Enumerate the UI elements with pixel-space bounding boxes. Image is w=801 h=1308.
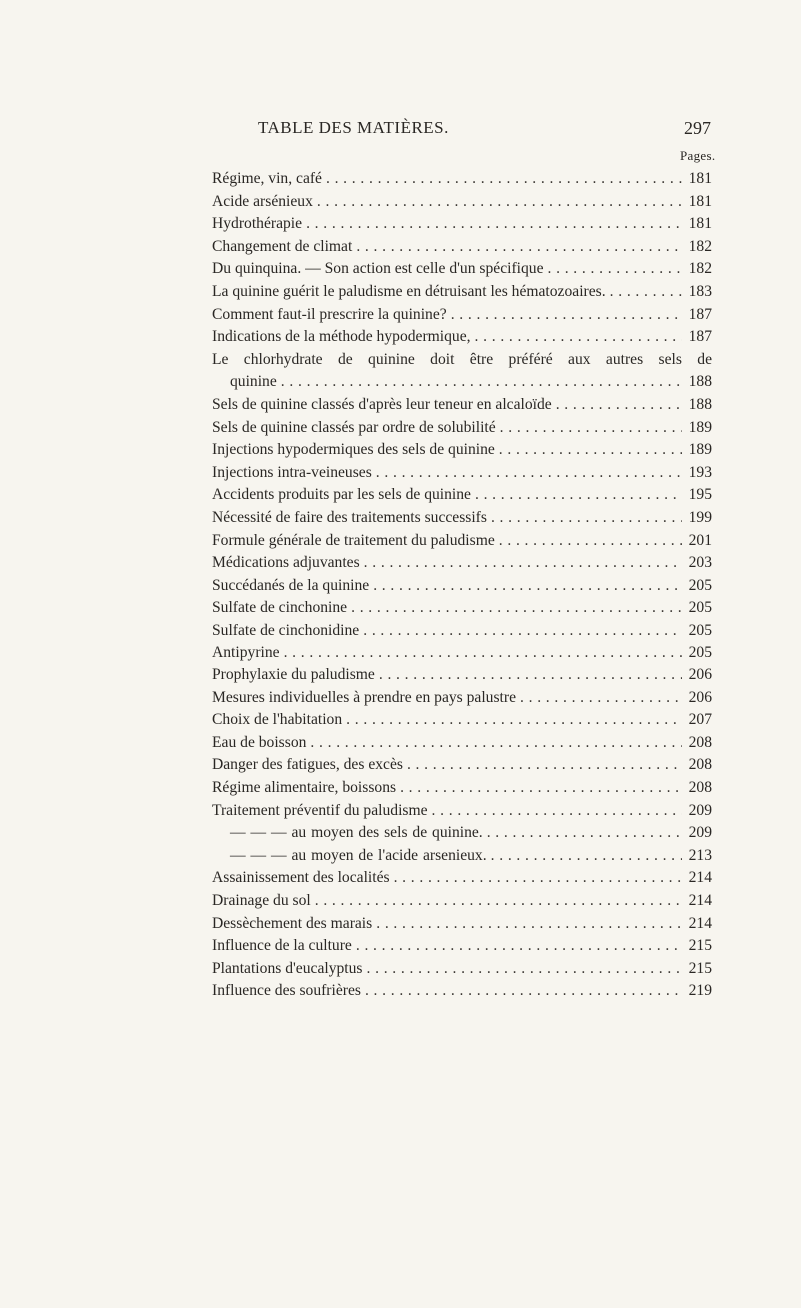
toc-entry [212,507,712,530]
toc-entry-label: Régime alimentaire, boissons [212,778,397,796]
toc-entry-page: 193 [688,463,712,481]
toc-entry-label: Formule générale de traitement du paludisme [212,531,495,549]
toc-entry [212,326,712,349]
toc-entry-page: 183 [688,282,712,300]
dot-leader [556,394,682,417]
dot-leader [520,687,682,710]
dot-leader [475,484,682,507]
dot-leader [284,642,682,665]
toc-entry [212,236,712,259]
toc-entry-label: Régime, vin, café [212,170,322,187]
toc-entry-page: 189 [688,441,712,459]
dot-leader [394,867,682,890]
dot-leader [487,822,682,845]
dot-leader [351,597,682,620]
toc-entry-label: Eau de boisson [212,733,307,751]
dot-leader [610,281,682,304]
toc-entry [212,417,712,440]
toc-entry-page: 206 [688,688,712,706]
dot-leader [317,191,682,214]
toc-entry [212,168,712,191]
toc-entry-label: Antipyrine [212,644,280,662]
dot-leader [491,507,682,530]
toc-entry-page: 219 [688,982,712,1000]
toc-entry-label: Mesures individuelles à prendre en pays palustre [212,688,516,706]
dot-leader [315,890,682,913]
toc-entry-page: 195 [688,486,712,504]
dot-leader [548,258,682,281]
dot-leader [310,732,682,755]
toc-entry [212,349,712,372]
toc-entry [212,800,712,823]
toc-entry [212,484,712,507]
toc-entry-label: Sulfate de cinchonidine [212,621,360,639]
toc-entry-label: Traitement préventif du paludisme [212,801,428,819]
toc-entry-page: 181 [688,192,712,210]
toc-entry-page: 206 [688,666,712,683]
toc-entry-label: Assainissement des localités [212,869,390,887]
toc-entry [212,642,712,665]
dot-leader [379,664,682,687]
toc-entry-label: Influence des soufrières [212,982,361,1000]
toc-entry [212,530,712,553]
toc-entry-page: 215 [688,959,712,977]
toc-entry [212,191,712,214]
toc-entry-page: 181 [688,215,712,233]
dot-leader [346,709,682,732]
toc-entry-label: Injections intra-veineuses [212,463,372,481]
toc-entry [212,439,712,462]
toc-entry-page: 208 [688,778,712,796]
toc-entry-label: Plantations d'eucalyptus [212,959,363,977]
toc-entry [212,258,712,281]
toc-entry-page: 203 [688,554,712,572]
toc-entry-page: 182 [688,260,712,278]
toc-entry-label: Comment faut-il prescrire la quinine? [212,305,447,323]
dot-leader [376,913,682,936]
toc-entry [212,664,712,687]
toc-entry-label: Succédanés de la quinine [212,576,370,594]
toc-entry [212,597,712,620]
dot-leader [364,552,682,575]
toc-entry-page: 205 [688,621,712,639]
toc-entry-page: 181 [688,170,712,187]
toc-entry-page: 189 [688,418,712,436]
toc-entry [212,620,712,643]
toc-entry [212,913,712,936]
toc-entry-label: Prophylaxie du paludisme [212,666,375,683]
toc-entry [212,281,712,304]
toc-section-b [212,664,712,1003]
toc-entry-label: Hydrothérapie [212,215,303,233]
page-number: 297 [684,118,711,138]
toc-entry-label: Injections hypodermiques des sels de quinine [212,441,495,459]
dot-leader [475,326,682,349]
toc-entry-label: Drainage du sol [212,891,311,909]
toc-entry-page: 205 [688,599,712,617]
dot-leader [499,439,682,462]
toc-entry-page: 214 [688,891,712,909]
toc-entry-label: Dessèchement des marais [212,914,373,932]
page-title: TABLE DES MATIÈRES. [258,118,449,137]
dot-leader [281,371,682,394]
dot-leader [356,236,682,259]
dot-leader [500,417,682,440]
toc-entry-label: Influence de la culture [212,937,352,955]
dot-leader [365,980,682,1003]
pages-column-label: Pages. [680,148,716,163]
toc-entry-label: Danger des fatigues, des excès [212,756,403,774]
toc-entry [212,552,712,575]
toc-section-a [212,168,712,665]
toc-entry-label: Acide arsénieux [212,192,313,210]
toc-entry-page: 207 [688,711,712,729]
toc-entry-label: — — — au moyen des sels de quinine. [230,824,483,842]
toc-entry [212,935,712,958]
toc-entry [212,732,712,755]
dot-leader [400,777,682,800]
toc-entry-label: Accidents produits par les sels de quinine [212,486,471,504]
toc-entry-label: Indications de la méthode hypodermique, [212,328,471,346]
toc-entry-label: Changement de climat [212,237,353,255]
dot-leader [499,530,682,553]
toc-entry-page: 214 [688,869,712,887]
toc-entry-label: Choix de l'habitation [212,711,343,729]
toc-entry-page: 209 [688,824,712,842]
toc-entry [212,394,712,417]
toc-entry-label: quinine [230,373,277,391]
toc-entry-page: 187 [688,328,712,346]
toc-entry-label: Sels de quinine classés par ordre de solubilité [212,418,496,436]
toc-entry-page: 182 [688,237,712,255]
toc-entry-page: 214 [688,914,712,932]
toc-entry-page: 208 [688,733,712,751]
dot-leader [491,845,682,868]
toc-entry [212,304,712,327]
dot-leader [432,800,682,823]
toc-entry-label: Le chlorhydrate de quinine doit être préféré aux autres sels de [212,350,712,368]
toc-entry [212,845,712,868]
toc-entry-page: 205 [688,644,712,662]
toc-entry-page: 213 [688,846,712,864]
dot-leader [356,935,682,958]
toc-entry-label: — — — au moyen de l'acide arsenieux. [230,846,487,864]
toc-entry-page: 208 [688,756,712,774]
toc-entry-label: La quinine guérit le paludisme en détruisant les hématozoaires. [212,282,606,300]
dot-leader [363,620,682,643]
toc-entry [212,709,712,732]
toc-entry [212,867,712,890]
toc-entry-page: 188 [688,395,712,413]
toc-entry [212,575,712,598]
toc-entry-page: 188 [688,373,712,391]
toc-entry-label: Sels de quinine classés d'après leur teneur en alcaloïde [212,395,552,413]
toc-entry-label: Sulfate de cinchonine [212,599,348,617]
running-header [0,118,801,138]
dot-leader [451,304,682,327]
toc-entry [212,462,712,485]
toc-entry [212,687,712,710]
toc-entry [212,890,712,913]
toc-entry-page: 201 [688,531,712,549]
dot-leader [376,462,682,485]
toc-entry-page: 199 [688,508,712,526]
toc-entry-page: 187 [688,305,712,323]
toc-entry [212,754,712,777]
toc-entry [212,822,712,845]
toc-entry-label: Médications adjuvantes [212,554,360,572]
toc-entry [212,980,712,1003]
toc-entry [212,777,712,800]
dot-leader [373,575,682,598]
toc-entry [212,213,712,236]
toc-entry-page: 205 [688,576,712,594]
toc-entry-page: 215 [688,937,712,955]
toc-entry-label: Du quinquina. — Son action est celle d'un spécifique [212,260,544,278]
dot-leader [326,168,682,191]
dot-leader [367,958,683,981]
toc-entry [212,371,712,394]
toc-entry-page: 209 [688,801,712,819]
dot-leader [407,754,682,777]
dot-leader [306,213,682,236]
toc-entry-label: Nécessité de faire des traitements successifs [212,508,487,526]
toc-entry [212,958,712,981]
